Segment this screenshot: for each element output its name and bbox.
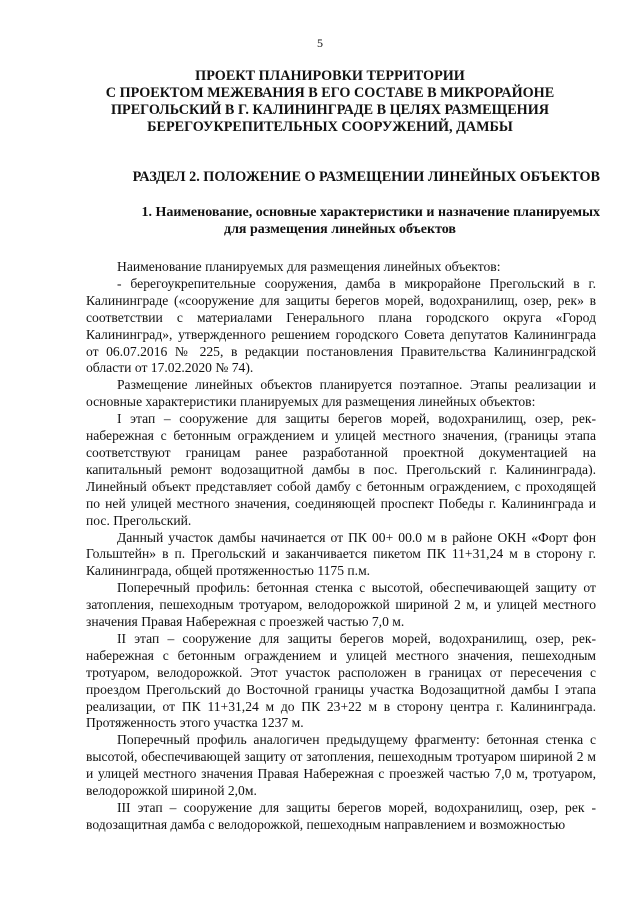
- paragraph: II этап – сооружение для защиты берегов морей, водохранилищ, озер, рек-набережная с бетонным ограждением и улицей местного значения, пешеходным тротуаром, велодорожкой. Этот участок расположен в границах от пересечения с проездом Прегольский до Восточной границы участка Водозащитной дамбы I этапа реализации, от ПК 11+31,24 м до ПК 23+22 м в сторону центра г. Калининграда. Протяженность этого участка 1237 м.: [86, 630, 596, 731]
- subsection-heading-line: 1. Наименование, основные характеристики и назначение планируемых: [141, 205, 600, 220]
- paragraph: Размещение линейных объектов планируется поэтапное. Этапы реализации и основные характеристики планируемых для размещения линейных объектов:: [86, 377, 596, 410]
- subsection-heading: [60, 205, 600, 238]
- paragraph: I этап – сооружение для защиты берегов морей, водохранилищ, озер, рек-набережная с бетонным ограждением и улицей местного значения, (границы этапа соответствуют границам ранее разработанной проектной документацией на капитальный ремонт водозащитной дамбы в пос. Прегольский г. Калининграда). Линейный объект представляет собой дамбу с бетонным ограждением, с проходящей по ней улицей местного значения, соединяющей проспект Победы г. Калининграда и пос. Прегольский.: [86, 411, 596, 528]
- paragraph: Поперечный профиль аналогичен предыдущему фрагменту: бетонная стенка с высотой, обеспечивающей защиту от затопления, пешеходным тротуаром шириной 2 м и улицей местного значения Правая Набережная с проезжей частью 7,0 м, тротуаром, велодорожкой шириной 2,0м.: [86, 732, 596, 799]
- title-line: С ПРОЕКТОМ МЕЖЕВАНИЯ В ЕГО СОСТАВЕ В МИКРОРАЙОНЕ: [105, 85, 555, 101]
- paragraph: Данный участок дамбы начинается от ПК 00+ 00.0 м в районе ОКН «Форт фон Гольштейн» в п. Прегольский и заканчивается пикетом ПК 11+31,24 м в сторону г. Калининграда, общей протяженностью 1175 п.м.: [86, 529, 596, 579]
- body-text: [86, 259, 596, 834]
- page-number: 5: [317, 36, 323, 50]
- title-line: ПРЕГОЛЬСКИЙ В Г. КАЛИНИНГРАДЕ В ЦЕЛЯХ РАЗМЕЩЕНИЯ: [111, 102, 549, 118]
- title-line: БЕРЕГОУКРЕПИТЕЛЬНЫХ СООРУЖЕНИЙ, ДАМБЫ: [147, 119, 513, 135]
- title-line: ПРОЕКТ ПЛАНИРОВКИ ТЕРРИТОРИИ: [195, 68, 465, 84]
- paragraph: III этап – сооружение для защиты берегов морей, водохранилищ, озер, рек - водозащитная дамба с велодорожкой, пешеходным направлением и возможностью: [86, 800, 596, 832]
- paragraph: Наименование планируемых для размещения линейных объектов:: [117, 259, 501, 274]
- paragraph: - берегоукрепительные сооружения, дамба в микрорайоне Прегольский в г. Калининграде («сооружение для защиты берегов морей, водохранилищ, озер, рек» в соответствии с материалами Генерального плана городского округа «Город Калининград», утвержденного решением городского Совета депутатов Калининграда от 06.07.2016 № 225, в редакции постановления Правительства Калининградской области от 17.02.2020 № 74).: [86, 275, 596, 376]
- document-title: [60, 68, 600, 136]
- paragraph: Поперечный профиль: бетонная стенка с высотой, обеспечивающей защиту от затопления, пешеходным тротуаром, велодорожкой шириной 2 м, и улицей местного значения Правая Набережная с проезжей частью 7,0 м.: [86, 580, 596, 630]
- subsection-heading-line: для размещения линейных объектов: [224, 221, 456, 237]
- section-heading: РАЗДЕЛ 2. ПОЛОЖЕНИЕ О РАЗМЕЩЕНИИ ЛИНЕЙНЫХ ОБЪЕКТОВ: [132, 169, 600, 185]
